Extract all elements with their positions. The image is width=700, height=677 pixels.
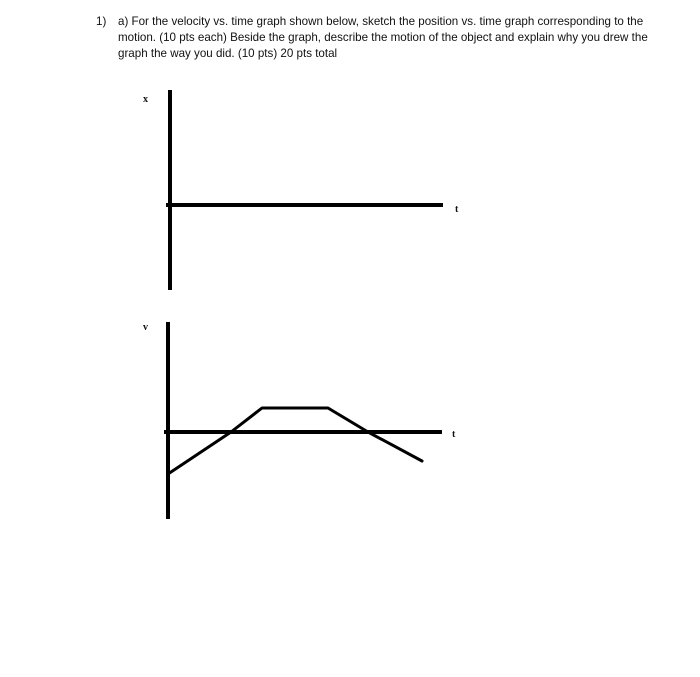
position-graph bbox=[143, 90, 459, 290]
velocity-curve bbox=[168, 408, 422, 474]
velocity-x-axis-label: t bbox=[452, 429, 456, 440]
question-text: a) For the velocity vs. time graph shown below, sketch the position vs. time graph corresponding to the motion. (10 pts each) Beside the graph, describe the motion of the object and explain why you drew the graph the way you did. (10 pts) 20 pts total bbox=[118, 15, 648, 60]
velocity-graph bbox=[143, 322, 456, 519]
question-number: 1) bbox=[96, 15, 107, 28]
position-y-axis-label: x bbox=[143, 94, 148, 105]
position-x-axis-label: t bbox=[455, 204, 459, 215]
velocity-y-axis-label: v bbox=[143, 322, 148, 333]
